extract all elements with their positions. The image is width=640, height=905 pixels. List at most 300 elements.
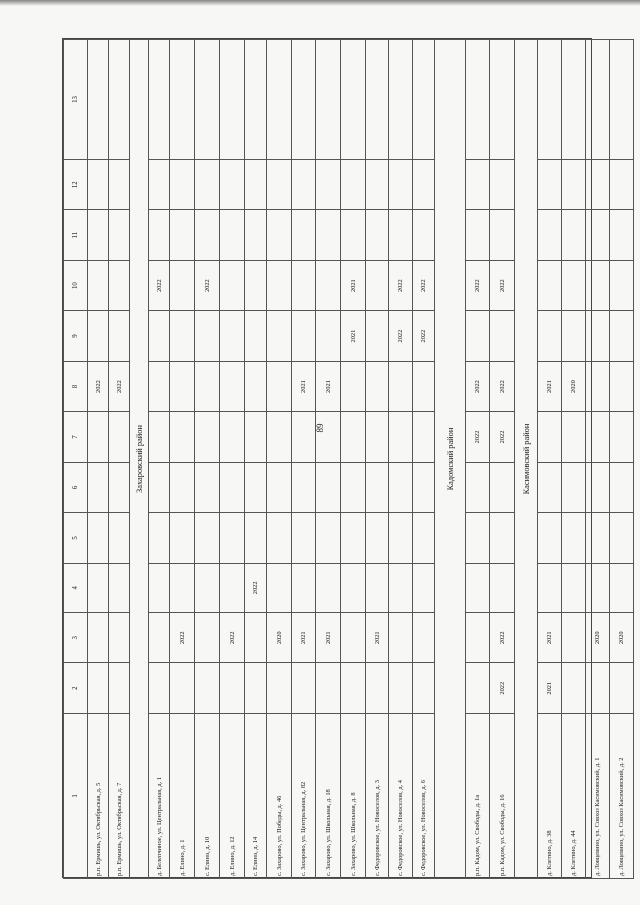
- year-cell: [562, 462, 586, 512]
- table-row: [316, 40, 341, 879]
- year-cell: [341, 663, 366, 713]
- table-row: [88, 40, 109, 879]
- year-cell: [245, 513, 267, 563]
- year-cell: [292, 513, 316, 563]
- year-cell: 2022: [170, 613, 195, 663]
- address-cell: р.п. Ермишь, ул. Октябрьская, д. 7: [109, 713, 130, 878]
- year-cell: 2022: [389, 311, 413, 361]
- year-cell: 2022: [195, 260, 220, 310]
- year-cell: [88, 412, 109, 462]
- year-cell: [466, 40, 490, 160]
- year-cell: [292, 311, 316, 361]
- year-cell: [586, 260, 610, 310]
- year-cell: [366, 663, 389, 713]
- year-cell: [149, 210, 170, 260]
- table-row: [366, 40, 389, 879]
- year-cell: [389, 160, 413, 210]
- section-row: [515, 40, 538, 879]
- year-cell: [538, 260, 562, 310]
- scan-edge: [0, 0, 640, 6]
- year-cell: [149, 663, 170, 713]
- year-cell: [610, 412, 634, 462]
- year-cell: [316, 462, 341, 512]
- year-cell: [149, 361, 170, 411]
- year-cell: [366, 260, 389, 310]
- year-cell: [413, 160, 435, 210]
- year-cell: [195, 361, 220, 411]
- year-cell: [562, 311, 586, 361]
- year-cell: [195, 462, 220, 512]
- year-cell: 2022: [466, 361, 490, 411]
- year-cell: [610, 462, 634, 512]
- year-cell: [490, 462, 515, 512]
- year-cell: [466, 210, 490, 260]
- year-cell: [389, 563, 413, 612]
- year-cell: 2021: [292, 361, 316, 411]
- year-cell: [413, 513, 435, 563]
- table-row: [490, 40, 515, 879]
- table-row: [149, 40, 170, 879]
- year-cell: [109, 311, 130, 361]
- year-cell: [413, 412, 435, 462]
- year-cell: 2020: [586, 613, 610, 663]
- address-cell: р.п. Кадом, ул. Свободы, д. 16: [490, 713, 515, 878]
- year-cell: [610, 210, 634, 260]
- year-cell: [610, 663, 634, 713]
- year-cell: [195, 412, 220, 462]
- address-cell: с. Елино, д. 14: [245, 713, 267, 878]
- year-cell: [195, 311, 220, 361]
- year-cell: [195, 160, 220, 210]
- year-cell: [389, 513, 413, 563]
- table-row: [538, 40, 562, 879]
- year-cell: [366, 412, 389, 462]
- year-cell: [292, 40, 316, 160]
- year-cell: [538, 160, 562, 210]
- year-cell: [562, 663, 586, 713]
- year-cell: [389, 210, 413, 260]
- year-cell: [195, 563, 220, 612]
- table-row: [170, 40, 195, 879]
- year-cell: [586, 412, 610, 462]
- year-cell: [88, 663, 109, 713]
- year-cell: [195, 613, 220, 663]
- year-cell: [562, 210, 586, 260]
- year-cell: [413, 361, 435, 411]
- year-cell: [109, 260, 130, 310]
- data-table: [63, 39, 634, 879]
- table-row: [267, 40, 292, 879]
- year-cell: [149, 613, 170, 663]
- year-cell: [245, 311, 267, 361]
- year-cell: [220, 663, 245, 713]
- year-cell: [267, 210, 292, 260]
- year-cell: [316, 412, 341, 462]
- year-cell: [220, 160, 245, 210]
- rotated-table: [63, 39, 625, 879]
- year-cell: [389, 663, 413, 713]
- year-cell: [413, 40, 435, 160]
- year-cell: [220, 462, 245, 512]
- year-cell: [88, 613, 109, 663]
- year-cell: [389, 40, 413, 160]
- year-cell: [610, 311, 634, 361]
- column-header: 4: [64, 563, 88, 612]
- year-cell: [170, 311, 195, 361]
- year-cell: [538, 40, 562, 160]
- year-cell: [220, 563, 245, 612]
- year-cell: [562, 613, 586, 663]
- address-cell: р.п. Кадом, ул. Свободы, д. 1а: [466, 713, 490, 878]
- year-cell: [610, 40, 634, 160]
- column-header: 1: [64, 713, 88, 878]
- year-cell: [466, 663, 490, 713]
- year-cell: [466, 462, 490, 512]
- year-cell: [88, 260, 109, 310]
- year-cell: [267, 160, 292, 210]
- year-cell: [149, 462, 170, 512]
- year-cell: [267, 462, 292, 512]
- year-cell: [610, 513, 634, 563]
- year-cell: [586, 210, 610, 260]
- column-header: 8: [64, 361, 88, 411]
- year-cell: 2022: [490, 412, 515, 462]
- year-cell: [586, 40, 610, 160]
- year-cell: [413, 462, 435, 512]
- address-cell: д. Елино, д. 1: [170, 713, 195, 878]
- address-cell: с. Захарово, ул. Центральная, д. 82: [292, 713, 316, 878]
- year-cell: [490, 563, 515, 612]
- year-cell: [341, 563, 366, 612]
- year-cell: [316, 663, 341, 713]
- year-cell: [170, 361, 195, 411]
- year-cell: [245, 40, 267, 160]
- table-row: [562, 40, 586, 879]
- year-cell: 2021: [366, 613, 389, 663]
- year-cell: [170, 513, 195, 563]
- year-cell: [366, 210, 389, 260]
- year-cell: [586, 311, 610, 361]
- year-cell: 2022: [466, 412, 490, 462]
- year-cell: [292, 462, 316, 512]
- year-cell: [316, 513, 341, 563]
- year-cell: [109, 40, 130, 160]
- year-cell: [170, 160, 195, 210]
- year-cell: [586, 513, 610, 563]
- year-cell: [610, 563, 634, 612]
- year-cell: [316, 160, 341, 210]
- year-cell: [220, 412, 245, 462]
- year-cell: 2022: [88, 361, 109, 411]
- section-header: Захаровский район: [130, 40, 149, 879]
- year-cell: 2022: [413, 311, 435, 361]
- address-cell: д. Ловцевино, ул. Совхоз Касимовский, д. 2: [610, 713, 634, 878]
- year-cell: [292, 160, 316, 210]
- column-header: 13: [64, 40, 88, 160]
- year-cell: 2021: [341, 260, 366, 310]
- year-cell: [109, 513, 130, 563]
- year-cell: [170, 563, 195, 612]
- table-row: [220, 40, 245, 879]
- year-cell: [195, 513, 220, 563]
- year-cell: [245, 613, 267, 663]
- year-cell: [316, 210, 341, 260]
- year-cell: [220, 210, 245, 260]
- table-row: [195, 40, 220, 879]
- year-cell: 2021: [341, 311, 366, 361]
- year-cell: 2021: [538, 361, 562, 411]
- year-cell: [195, 210, 220, 260]
- year-cell: [245, 210, 267, 260]
- year-cell: [341, 462, 366, 512]
- year-cell: [366, 513, 389, 563]
- year-cell: [109, 613, 130, 663]
- year-cell: 2022: [490, 361, 515, 411]
- address-cell: с. Захарово, ул. Школьная, д. 18: [316, 713, 341, 878]
- year-cell: [538, 462, 562, 512]
- year-cell: [466, 563, 490, 612]
- year-cell: [366, 160, 389, 210]
- year-cell: [316, 40, 341, 160]
- year-cell: [413, 563, 435, 612]
- year-cell: [170, 210, 195, 260]
- year-cell: [292, 260, 316, 310]
- column-header: 7: [64, 412, 88, 462]
- year-cell: [109, 462, 130, 512]
- year-cell: [562, 40, 586, 160]
- year-cell: [586, 663, 610, 713]
- year-cell: [610, 260, 634, 310]
- year-cell: [88, 210, 109, 260]
- year-cell: 2022: [245, 563, 267, 612]
- year-cell: 2022: [490, 663, 515, 713]
- year-cell: [267, 412, 292, 462]
- year-cell: [220, 361, 245, 411]
- column-header: 3: [64, 613, 88, 663]
- year-cell: 2022: [490, 260, 515, 310]
- year-cell: [267, 513, 292, 563]
- year-cell: [586, 563, 610, 612]
- section-header: Кадомский район: [435, 40, 466, 879]
- year-cell: [292, 663, 316, 713]
- year-cell: [562, 260, 586, 310]
- address-cell: д. Ловцевино, ул. Совхоз Касимовский, д. 1: [586, 713, 610, 878]
- table-row: [466, 40, 490, 879]
- year-cell: [149, 311, 170, 361]
- rotated-table-frame: [62, 38, 625, 878]
- column-header: 11: [64, 210, 88, 260]
- column-header: 9: [64, 311, 88, 361]
- address-cell: с. Захарово, ул. Школьная, д. 8: [341, 713, 366, 878]
- address-cell: с. Захарово, ул. Победы, д. 46: [267, 713, 292, 878]
- year-cell: [267, 311, 292, 361]
- year-cell: [220, 311, 245, 361]
- year-cell: [490, 513, 515, 563]
- year-cell: [245, 462, 267, 512]
- year-cell: [341, 210, 366, 260]
- section-row: [130, 40, 149, 879]
- year-cell: [267, 40, 292, 160]
- year-cell: [149, 412, 170, 462]
- year-cell: [220, 260, 245, 310]
- address-cell: с. Елино, д. 10: [195, 713, 220, 878]
- year-cell: [267, 563, 292, 612]
- year-cell: [538, 412, 562, 462]
- year-cell: [490, 210, 515, 260]
- year-cell: [610, 361, 634, 411]
- year-cell: 2022: [490, 613, 515, 663]
- year-cell: [170, 40, 195, 160]
- year-cell: [170, 462, 195, 512]
- year-cell: [366, 40, 389, 160]
- year-cell: [220, 40, 245, 160]
- year-cell: [610, 160, 634, 210]
- year-cell: [88, 311, 109, 361]
- year-cell: [195, 663, 220, 713]
- year-cell: [245, 663, 267, 713]
- year-cell: [538, 210, 562, 260]
- year-cell: [341, 40, 366, 160]
- year-cell: [586, 361, 610, 411]
- address-cell: с. Федоровское, ул. Новоселов, д. 4: [389, 713, 413, 878]
- year-cell: [413, 663, 435, 713]
- year-cell: [466, 160, 490, 210]
- year-cell: [562, 160, 586, 210]
- table-row: [245, 40, 267, 879]
- year-cell: [88, 462, 109, 512]
- year-cell: [490, 40, 515, 160]
- address-cell: д. Клетино, д. 44: [562, 713, 586, 878]
- year-cell: [170, 412, 195, 462]
- table-row: [109, 40, 130, 879]
- year-cell: 2022: [149, 260, 170, 310]
- year-cell: [245, 260, 267, 310]
- year-cell: 2022: [466, 260, 490, 310]
- address-cell: р.п. Ермишь, ул. Октябрьская, д. 5: [88, 713, 109, 878]
- year-cell: [538, 311, 562, 361]
- year-cell: [109, 412, 130, 462]
- year-cell: [389, 412, 413, 462]
- year-cell: [586, 462, 610, 512]
- year-cell: 2022: [389, 260, 413, 310]
- year-cell: [366, 563, 389, 612]
- year-cell: [316, 311, 341, 361]
- year-cell: [389, 613, 413, 663]
- address-cell: д. Клетино, д. 38: [538, 713, 562, 878]
- year-cell: [538, 563, 562, 612]
- year-cell: [109, 563, 130, 612]
- year-cell: [562, 563, 586, 612]
- year-cell: [562, 412, 586, 462]
- year-cell: [341, 412, 366, 462]
- address-cell: д. Елино, д. 12: [220, 713, 245, 878]
- year-cell: 2021: [538, 613, 562, 663]
- year-cell: [341, 160, 366, 210]
- year-cell: [109, 663, 130, 713]
- year-cell: [316, 563, 341, 612]
- address-cell: с. Федоровское, ул. Новоселов, д. 6: [413, 713, 435, 878]
- year-cell: [149, 160, 170, 210]
- year-cell: [292, 412, 316, 462]
- year-cell: [466, 311, 490, 361]
- column-header: 5: [64, 513, 88, 563]
- table-row: [292, 40, 316, 879]
- year-cell: 2020: [562, 361, 586, 411]
- year-cell: [109, 160, 130, 210]
- address-cell: с. Федоровское, ул. Новоселов, д. 3: [366, 713, 389, 878]
- year-cell: 2021: [538, 663, 562, 713]
- year-cell: 2021: [292, 613, 316, 663]
- table-row: [341, 40, 366, 879]
- year-cell: 2020: [610, 613, 634, 663]
- column-header: 6: [64, 462, 88, 512]
- year-cell: 2022: [413, 260, 435, 310]
- year-cell: [267, 260, 292, 310]
- year-cell: [490, 311, 515, 361]
- year-cell: 2022: [220, 613, 245, 663]
- year-cell: [366, 361, 389, 411]
- year-cell: [245, 361, 267, 411]
- year-cell: [245, 160, 267, 210]
- year-cell: [170, 663, 195, 713]
- year-cell: [466, 613, 490, 663]
- year-cell: [149, 513, 170, 563]
- year-cell: [267, 663, 292, 713]
- year-cell: [88, 40, 109, 160]
- column-header: 10: [64, 260, 88, 310]
- page-number: 89: [315, 423, 325, 433]
- year-cell: [562, 513, 586, 563]
- year-cell: [149, 40, 170, 160]
- table-row: [413, 40, 435, 879]
- year-cell: [316, 260, 341, 310]
- year-cell: [109, 210, 130, 260]
- year-cell: 2021: [316, 361, 341, 411]
- year-cell: [466, 513, 490, 563]
- year-cell: [341, 513, 366, 563]
- year-cell: [88, 563, 109, 612]
- table-row: [389, 40, 413, 879]
- section-row: [435, 40, 466, 879]
- year-cell: [88, 160, 109, 210]
- year-cell: [88, 513, 109, 563]
- year-cell: [149, 563, 170, 612]
- section-header: Касимовский район: [515, 40, 538, 879]
- year-cell: [292, 563, 316, 612]
- year-cell: [586, 160, 610, 210]
- year-cell: [389, 361, 413, 411]
- year-cell: [366, 311, 389, 361]
- year-cell: [267, 361, 292, 411]
- year-cell: [292, 210, 316, 260]
- year-cell: [170, 260, 195, 310]
- year-cell: 2020: [267, 613, 292, 663]
- year-cell: [341, 361, 366, 411]
- year-cell: [490, 160, 515, 210]
- column-header: 2: [64, 663, 88, 713]
- address-cell: д. Белепчиное, ул. Центральная, д. 1: [149, 713, 170, 878]
- year-cell: [245, 412, 267, 462]
- year-cell: [220, 513, 245, 563]
- table-row: [610, 40, 634, 879]
- year-cell: [413, 613, 435, 663]
- year-cell: [413, 210, 435, 260]
- column-header: 12: [64, 160, 88, 210]
- year-cell: [195, 40, 220, 160]
- year-cell: [538, 513, 562, 563]
- year-cell: [389, 462, 413, 512]
- table-row: [586, 40, 610, 879]
